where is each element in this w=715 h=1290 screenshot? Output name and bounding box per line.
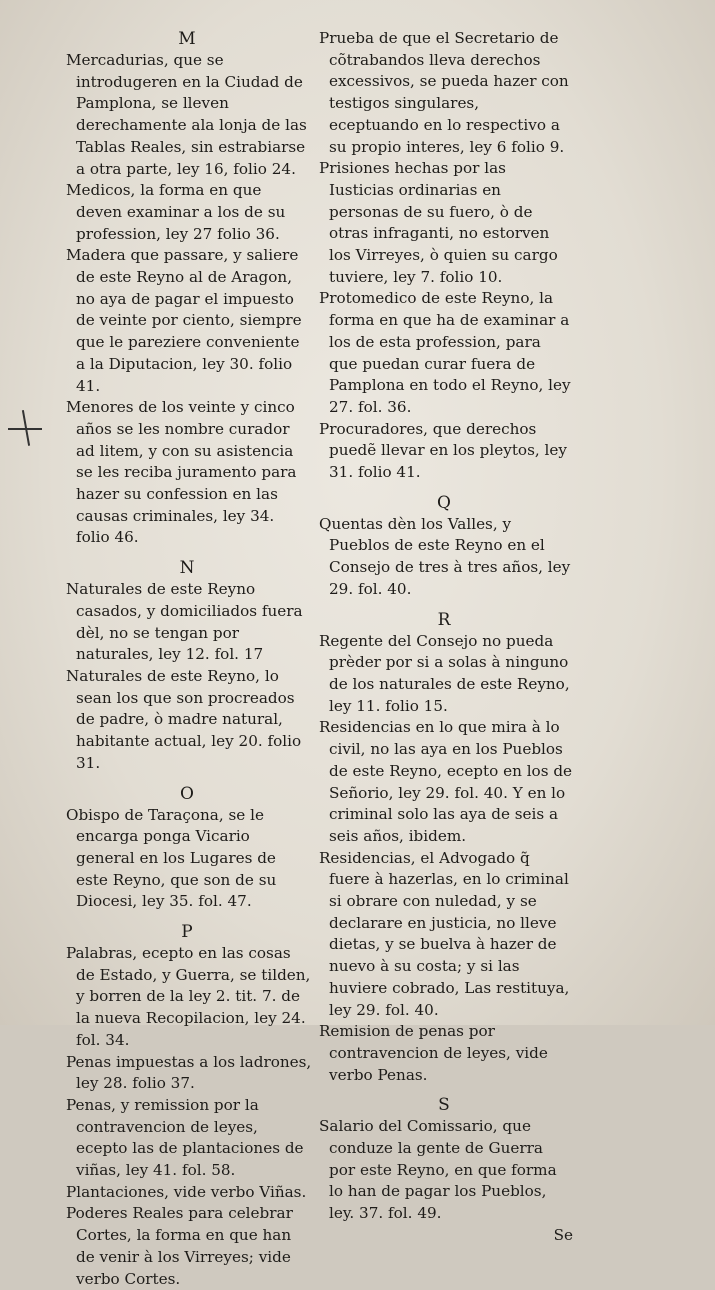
index-entry: Protomedico de este Reyno, la forma en que ha de examinar a los de esta profession, para que puedan curar fuera de Pamplona en todo el Reyno, ley 27. fol. 36. bbox=[319, 289, 571, 416]
section-letter: S bbox=[438, 1095, 450, 1116]
index-entry: Medicos, la forma en que deven examinar a los de su profession, ley 27 folio 36. bbox=[66, 181, 286, 243]
section-letter: Q bbox=[437, 492, 451, 513]
index-entry: Quentas dèn los Valles, y Pueblos de este Reyno en el Consejo de tres à tres años, ley 29. fol. 40. bbox=[319, 514, 571, 598]
index-entry: Penas impuestas a los ladrones, ley 28. folio 37. bbox=[66, 1052, 312, 1093]
section-letter: N bbox=[179, 558, 195, 579]
index-column-right bbox=[315, 28, 573, 1247]
index-entry: Mercadurias, que se introdugeren en la Ciudad de Pamplona, se lleven derechamente ala lonja de las Tablas Reales, sin estrabiarse a otra parte, ley 16, folio 24. bbox=[66, 51, 307, 178]
index-entry: Naturales de este Reyno, lo sean los que son procreados de padre, ò madre natural, habitante actual, ley 20. folio 31. bbox=[66, 666, 302, 772]
index-column-left bbox=[62, 28, 312, 1290]
index-entry: Madera que passare, y saliere de este Reyno al de Aragon, no aya de pagar el impuesto de veinte por ciento, siempre que le pareziere conveniente a la Diputacion, ley 30. folio 41. bbox=[66, 246, 302, 395]
index-entry: Prisiones hechas por las Iusticias ordinarias en personas de su fuero, ò de otras infraganti, no estorven los Virreyes, ò quien su cargo tuviere, ley 7. folio 10. bbox=[319, 159, 558, 286]
index-entry: Palabras, ecepto en las cosas de Estado, y Guerra, se tilden, y borren de la ley 2. tit. 7. de la nueva Recopilacion, ley 24. fol. 34. bbox=[66, 944, 311, 1049]
index-entry: Prueba de que el Secretario de cõtrabandos lleva derechos excessivos, se pueda hazer con testigos singulares, eceptuando en lo respectivo a su propio interes, ley 6 folio 9. bbox=[319, 29, 569, 156]
section-letter: R bbox=[437, 609, 451, 630]
index-entry: Residencias, el Advogado q̃ fuere à hazerlas, en lo criminal si obrare con nuledad, y se declarare en justicia, no lleve dietas, y se buelva à hazer de nuevo à su costa; y si las huviere cobrado, Las restituya, ley 29. fol. 40. bbox=[319, 848, 570, 1019]
index-entry: Procuradores, que derechos puedẽ llevar en los pleytos, ley 31. folio 41. bbox=[319, 419, 567, 482]
index-entry: Poderes Reales para celebrar Cortes, la forma en que han de venir à los Virreyes; vide verbo Cortes. bbox=[66, 1204, 293, 1288]
section-letter: O bbox=[180, 783, 194, 804]
index-entry: Plantaciones, vide verbo Viñas. bbox=[66, 1182, 307, 1201]
margin-cross-mark bbox=[8, 408, 42, 448]
index-entry: Salario del Comissario, que conduze la gente de Guerra por este Reyno, en que forma lo han de pagar los Pueblos, ley. 37. fol. 49. bbox=[319, 1117, 557, 1223]
catchword: Se bbox=[553, 1225, 573, 1244]
index-entry: Penas, y remission por la contravencion de leyes, ecepto las de plantaciones de viñas, ley 41. fol. 58. bbox=[66, 1095, 304, 1180]
index-entry: Remision de penas por contravencion de leyes, vide verbo Penas. bbox=[319, 1022, 548, 1084]
section-letter: P bbox=[181, 922, 193, 943]
index-entry: Menores de los veinte y cinco años se les nombre curador ad litem, y con su asistencia se les reciba juramento para hazer su confession en las causas criminales, ley 34. folio 46. bbox=[66, 398, 297, 547]
index-entry: Naturales de este Reyno casados, y domiciliados fuera dèl, no se tengan por naturales, ley 12. fol. 17 bbox=[66, 580, 303, 664]
index-entry: Obispo de Taraçona, se le encarga ponga Vicario general en los Lugares de este Reyno, que son de su Diocesi, ley 35. fol. 47. bbox=[66, 805, 277, 911]
index-entry: Residencias en lo que mira à lo civil, no las aya en los Pueblos de este Reyno, ecepto en los de Señorio, ley 29. fol. 40. Y en lo criminal solo las aya de seis a seis años, ibidem. bbox=[319, 718, 573, 845]
index-entry: Regente del Consejo no pueda prèder por si a solas à ninguno de los naturales de este Reyno, ley 11. folio 15. bbox=[319, 631, 570, 715]
section-letter: M bbox=[178, 29, 196, 49]
